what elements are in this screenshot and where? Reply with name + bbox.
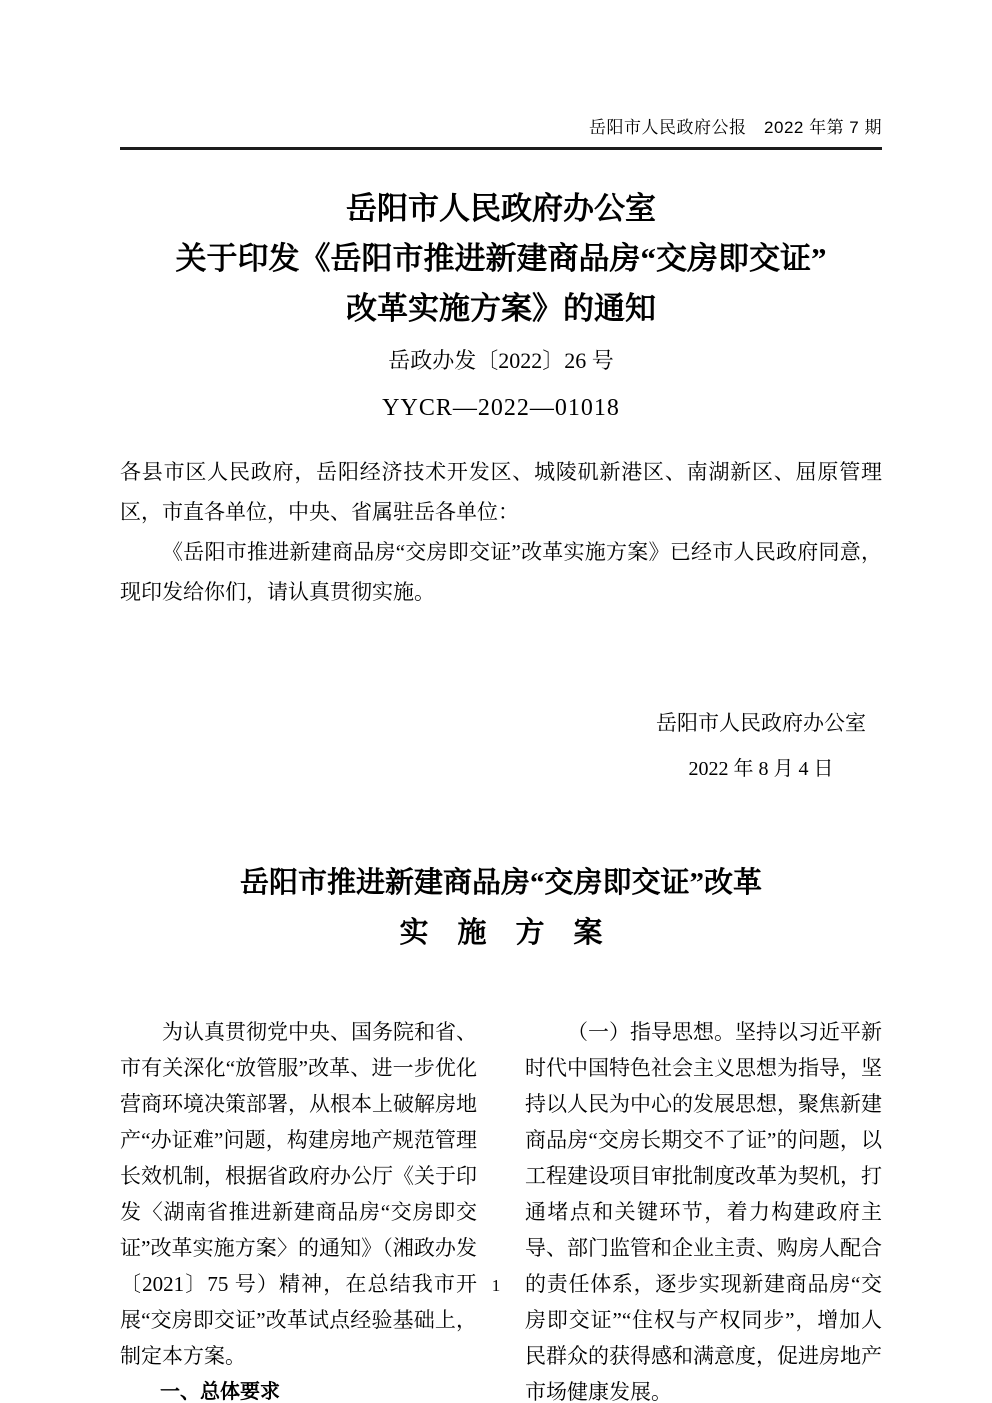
notice-title-line-2: 关于印发《岳阳市推进新建商品房“交房即交证” [175, 241, 827, 276]
plan-title-line-1: 岳阳市推进新建商品房“交房即交证”改革 [239, 867, 762, 899]
index-number: YYCR—2022—01018 [382, 395, 620, 421]
page-content [0, 116, 992, 1403]
notice-title-line-3: 改革实施方案》的通知 [346, 291, 656, 326]
left-column-paragraph: 为认真贯彻党中央、国务院和省、市有关深化“放管服”改革、进一步优化营商环境决策部署，从根本上破解房地产“办证难”问题，构建房地产规范管理长效机制，根据省政府办公厅《关于印发〈湖南省推进新建商品房“交房即交证”改革实施方案〉的通知》（湘政办发〔2021〕75 号）精神，在总结我市开展“交房即交证”改革试点经验基础上，制定本方案。 [120, 1020, 477, 1368]
page-number: 1 [491, 1276, 501, 1295]
signature-date: 2022 年 8 月 4 日 [688, 758, 834, 780]
header-divider-rule [120, 147, 882, 150]
notice-body-paragraph: 《岳阳市推进新建商品房“交房即交证”改革实施方案》已经市人民政府同意，现印发给你们，请认真贯彻实施。 [120, 540, 882, 604]
notice-title [120, 184, 882, 334]
section-heading-overall-requirements: 一、总体要求 [160, 1381, 280, 1403]
signature-organization: 岳阳市人民政府办公室 [656, 711, 866, 735]
left-column [120, 1014, 477, 1403]
document-number: 岳政办发〔2022〕26 号 [388, 348, 614, 373]
plan-title [120, 858, 882, 958]
plan-title-line-2: 实 施 方 案 [399, 917, 603, 949]
notice-title-line-1: 岳阳市人民政府办公室 [346, 191, 656, 226]
signature-block [120, 712, 882, 780]
notice-body [120, 452, 882, 612]
two-column-body [120, 1014, 882, 1403]
signature-inner [656, 712, 866, 780]
running-header: 岳阳市人民政府公报 2022 年第 7 期 [589, 118, 882, 137]
right-column [525, 1014, 882, 1403]
right-column-paragraph: （一）指导思想。坚持以习近平新时代中国特色社会主义思想为指导，坚持以人民为中心的发展思想，聚焦新建商品房“交房长期交不了证”的问题，以工程建设项目审批制度改革为契机，打通堵点和关键环节，着力构建政府主导、部门监管和企业主责、购房人配合的责任体系，逐步实现新建商品房“交房即交证”“住权与产权同步”，增加人民群众的获得感和满意度，促进房地产市场健康发展。 [525, 1020, 882, 1403]
recipients-line: 各县市区人民政府，岳阳经济技术开发区、城陵矶新港区、南湖新区、屈原管理区，市直各单位，中央、省属驻岳各单位： [120, 460, 882, 524]
